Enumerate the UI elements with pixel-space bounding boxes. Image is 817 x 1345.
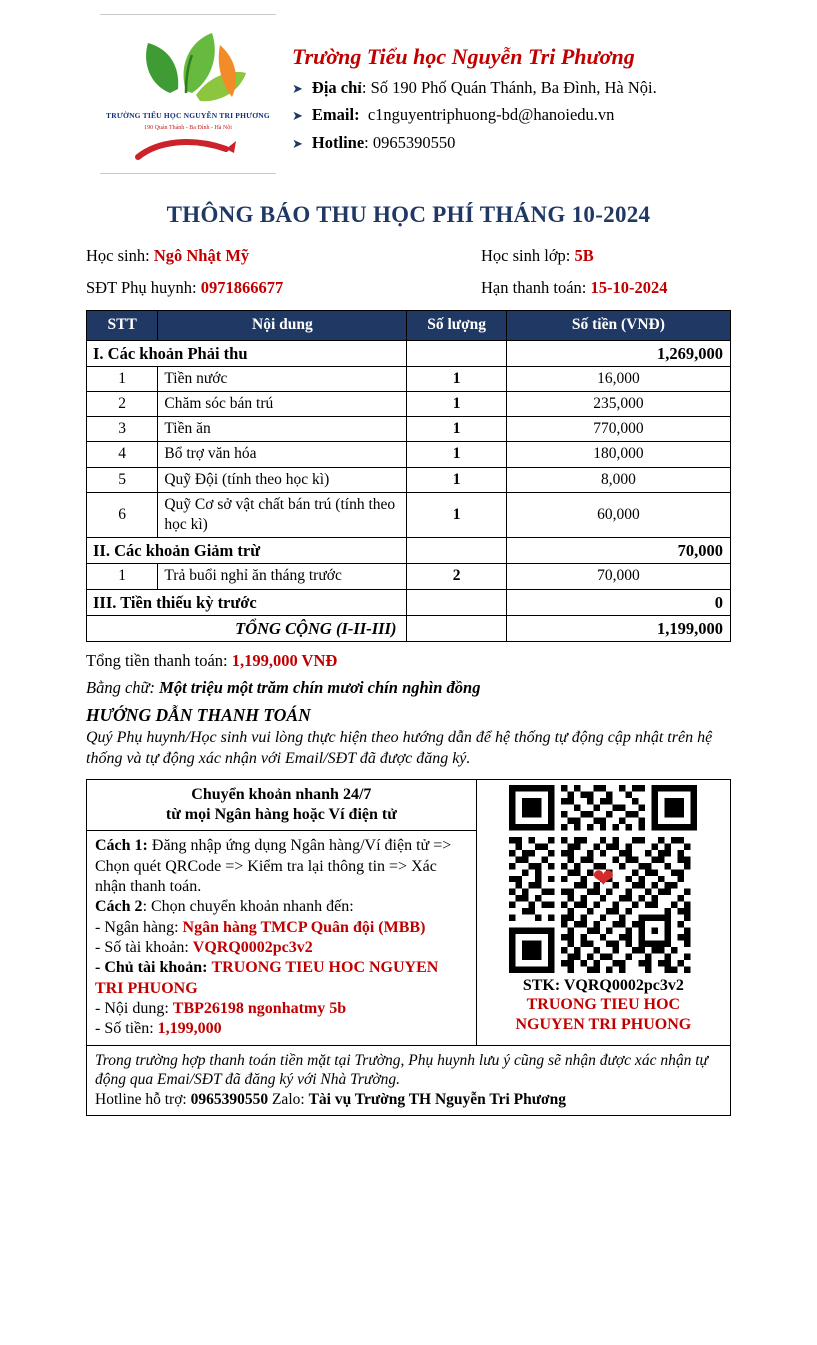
note-text: Trong trường hợp thanh toán tiền mặt tại Trường, Phụ huynh lưu ý cũng sẽ nhận được xác nhận tự động qua Emai/SĐT đã đăng ký với Nhà Trường.	[95, 1051, 708, 1089]
guide-title: HƯỚNG DẪN THANH TOÁN	[86, 705, 311, 726]
deadline-label: Hạn thanh toán:	[481, 278, 587, 297]
email-line	[292, 104, 657, 126]
qr-cell	[476, 780, 730, 1045]
deadline-field	[481, 278, 731, 298]
table-row	[87, 417, 731, 442]
hotline-line	[292, 132, 657, 154]
student-info	[86, 246, 731, 298]
method-2-label: Cách 2	[95, 898, 143, 916]
amount-in-words-value: Một triệu một trăm chín mươi chín nghìn đồng	[159, 678, 481, 698]
row-name: Chăm sóc bán trú	[158, 392, 407, 417]
email-label: Email:	[311, 105, 360, 125]
total-payment-value: 1,199,000 VNĐ	[231, 651, 338, 671]
amount-in-words-line	[86, 678, 731, 698]
section3-label: III. Tiền thiếu kỳ trước	[87, 589, 407, 615]
row-stt: 5	[87, 467, 158, 492]
payment-header-line1: Chuyển khoản nhanh 24/7	[191, 786, 372, 804]
payment-instructions-table	[86, 779, 731, 1116]
row-stt: 1	[87, 367, 158, 392]
student-info-row-2	[86, 278, 731, 298]
school-logo	[100, 14, 276, 174]
table-section-row	[87, 589, 731, 615]
logo-caption-sub: 190 Quán Thánh - Ba Đình - Hà Nội	[144, 125, 232, 131]
qr-account-line	[485, 977, 722, 995]
qr-account-value: VQRQ0002pc3v2	[563, 977, 684, 995]
student-class-field	[481, 246, 731, 266]
amount-line	[95, 1019, 468, 1039]
school-name: Trường Tiểu học Nguyễn Tri Phương	[292, 44, 635, 69]
bank-line	[95, 918, 468, 938]
table-row	[87, 392, 731, 417]
row-stt: 2	[87, 392, 158, 417]
method-1-label: Cách 1:	[95, 837, 148, 855]
deadline-value: 15-10-2024	[590, 278, 668, 297]
table-section-row	[87, 340, 731, 366]
content-line	[95, 999, 468, 1019]
payment-header-row	[87, 780, 731, 831]
parent-phone-label: SĐT Phụ huynh:	[86, 278, 197, 297]
row-amount: 235,000	[506, 392, 730, 417]
arrow-bullet-icon: ➤	[292, 82, 303, 97]
holder-value: TRUONG TIEU HOC NGUYEN TRI PHUONG	[95, 959, 439, 997]
row-amount: 70,000	[506, 564, 730, 589]
payment-header-line2: từ mọi Ngân hàng hoặc Ví điện tử	[165, 806, 397, 824]
payment-header	[87, 780, 477, 831]
method-2	[95, 897, 468, 917]
bank-label: - Ngân hàng:	[95, 918, 179, 936]
qr-holder-line2: NGUYEN TRI PHUONG	[515, 1015, 692, 1033]
document-header	[0, 0, 817, 174]
holder-label: - Chủ tài khoản:	[95, 959, 208, 977]
arrow-bullet-icon: ➤	[292, 109, 303, 125]
student-info-row-1	[86, 246, 731, 266]
table-row	[87, 467, 731, 492]
zalo-label: Zalo:	[271, 1091, 305, 1109]
amount-label: - Số tiền:	[95, 1020, 154, 1038]
amount-value: 1,199,000	[157, 1020, 222, 1038]
total-amount: 1,199,000	[506, 616, 730, 642]
row-name: Quỹ Cơ sở vật chất bán trú (tính theo học kì)	[158, 492, 407, 537]
parent-phone-field	[86, 278, 481, 298]
total-label: TỔNG CỘNG (I-II-III)	[87, 616, 407, 642]
section1-label: I. Các khoản Phải thu	[87, 340, 407, 366]
row-name: Tiền ăn	[158, 417, 407, 442]
summary-block	[86, 651, 731, 769]
row-amount: 770,000	[506, 417, 730, 442]
student-class-value: 5B	[574, 246, 594, 265]
section1-qty	[407, 340, 506, 366]
row-stt: 4	[87, 442, 158, 467]
arrow-bullet-icon: ➤	[292, 136, 303, 152]
amount-in-words-label: Bằng chữ:	[86, 678, 156, 698]
header-amount: Số tiền (VNĐ)	[506, 311, 730, 341]
row-name: Quỹ Đội (tính theo học kì)	[158, 467, 407, 492]
header-quantity: Số lượng	[407, 311, 506, 341]
method-1-text: Đăng nhập ứng dụng Ngân hàng/Ví điện tử => Chọn quét QRCode => Kiểm tra lại thông tin => Xác nhận thanh toán.	[95, 837, 452, 896]
hotline-label: Hotline	[311, 132, 365, 152]
header-content: Nội dung	[158, 311, 407, 341]
qr-code[interactable]	[509, 785, 697, 973]
section2-amount: 70,000	[506, 538, 730, 564]
row-amount: 16,000	[506, 367, 730, 392]
row-qty: 1	[407, 467, 506, 492]
email-value[interactable]: c1nguyentriphuong-bd@hanoiedu.vn	[367, 105, 615, 125]
row-name: Trả buổi nghỉ ăn tháng trước	[158, 564, 407, 589]
support-hotline-value: 0965390550	[190, 1091, 269, 1109]
total-payment-label: Tổng tiền thanh toán:	[86, 651, 228, 671]
method-2-text: : Chọn chuyển khoản nhanh đến:	[142, 898, 354, 916]
logo-graphic	[100, 15, 276, 175]
row-name: Bổ trợ văn hóa	[158, 442, 407, 467]
heart-icon: ❤	[592, 864, 615, 895]
row-qty: 2	[407, 564, 506, 589]
support-hotline-label: Hotline hỗ trợ:	[95, 1091, 187, 1109]
method-1	[95, 836, 468, 897]
row-stt: 6	[87, 492, 158, 537]
row-qty: 1	[407, 417, 506, 442]
payment-note-row	[87, 1045, 731, 1115]
holder-line	[95, 958, 468, 999]
section3-amount: 0	[506, 589, 730, 615]
address-value: : Số 190 Phố Quán Thánh, Ba Đình, Hà Nội.	[361, 78, 657, 97]
total-payment-line	[86, 651, 731, 671]
address-line	[292, 77, 657, 99]
total-qty	[407, 616, 506, 642]
fee-table	[86, 310, 731, 642]
row-name: Tiền nước	[158, 367, 407, 392]
header-stt: STT	[87, 311, 158, 341]
hotline-value: : 0965390550	[364, 132, 456, 152]
account-label: - Số tài khoản:	[95, 938, 189, 956]
bank-value: Ngân hàng TMCP Quân đội (MBB)	[182, 918, 426, 936]
page-title: THÔNG BÁO THU HỌC PHÍ THÁNG 10-2024	[166, 202, 651, 227]
row-amount: 60,000	[506, 492, 730, 537]
student-name-value: Ngô Nhật Mỹ	[153, 246, 250, 265]
parent-phone-value: 0971866677	[200, 278, 284, 297]
table-row	[87, 564, 731, 589]
table-row	[87, 367, 731, 392]
section2-label: II. Các khoản Giảm trừ	[87, 538, 407, 564]
row-stt: 1	[87, 564, 158, 589]
table-total-row	[87, 616, 731, 642]
section2-qty	[407, 538, 506, 564]
row-qty: 1	[407, 442, 506, 467]
student-name-label: Học sinh:	[86, 246, 150, 265]
payment-methods	[87, 831, 477, 1045]
row-qty: 1	[407, 392, 506, 417]
table-row	[87, 442, 731, 467]
row-qty: 1	[407, 367, 506, 392]
account-line	[95, 938, 468, 958]
row-qty: 1	[407, 492, 506, 537]
guide-text: Quý Phụ huynh/Học sinh vui lòng thực hiện theo hướng dẫn để hệ thống tự động cập nhật trên hệ thống và tự động xác nhận với Email/SĐT đã được đăng ký.	[86, 729, 713, 767]
address-label: Địa chỉ	[311, 78, 362, 97]
table-header-row	[87, 311, 731, 341]
account-value: VQRQ0002pc3v2	[192, 938, 313, 956]
content-label: - Nội dung:	[95, 999, 169, 1017]
student-name-field	[86, 246, 481, 266]
student-class-label: Học sinh lớp:	[481, 246, 571, 265]
content-value: TBP26198 ngonhatmy 5b	[172, 999, 347, 1017]
qr-holder-line1: TRUONG TIEU HOC	[526, 996, 681, 1014]
school-info	[292, 14, 657, 159]
section1-amount: 1,269,000	[506, 340, 730, 366]
support-line	[95, 1090, 722, 1110]
row-amount: 180,000	[506, 442, 730, 467]
table-row	[87, 492, 731, 537]
payment-note	[87, 1045, 731, 1115]
zalo-value: Tài vụ Trường TH Nguyễn Tri Phương	[308, 1091, 566, 1109]
table-section-row	[87, 538, 731, 564]
row-amount: 8,000	[506, 467, 730, 492]
logo-caption: TRƯỜNG TIỂU HỌC NGUYỄN TRI PHƯƠNG	[106, 111, 270, 120]
row-stt: 3	[87, 417, 158, 442]
section3-qty	[407, 589, 506, 615]
qr-account-label: STK:	[522, 977, 561, 995]
